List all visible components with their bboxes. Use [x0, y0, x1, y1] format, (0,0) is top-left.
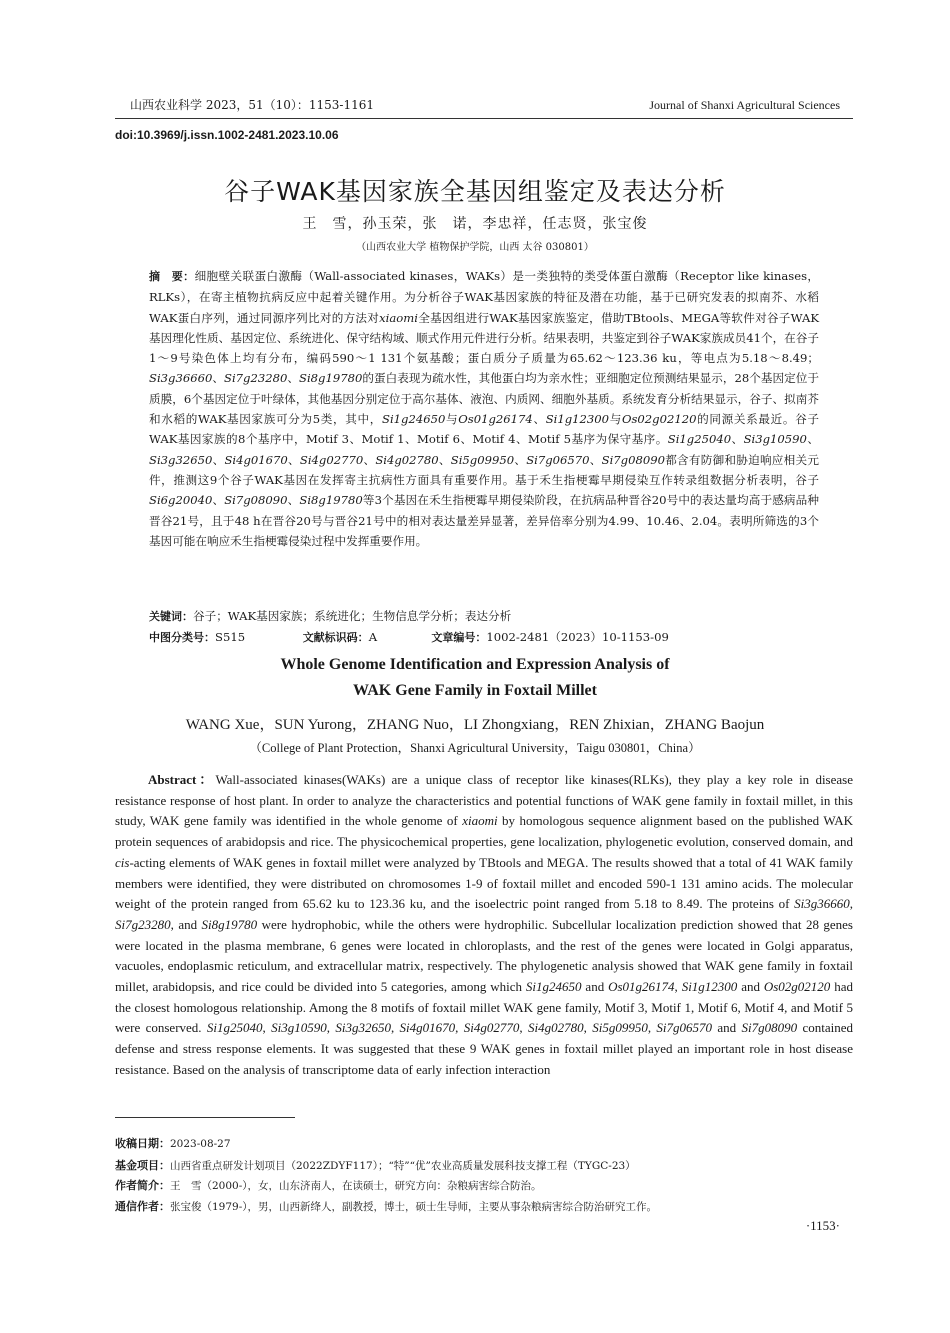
abstract-text: 的蛋白表现为疏水性，其他蛋白均为亲水性；亚细胞定位预测结果显示，28个基因定位于质膜，6个基因定位于叶绿体，其他基因分别定位于高尔基体、液泡、内质网、细胞外基质。系统发育分析结果显示，谷子、拟南芥和水稻的WAK基因家族可分为5类，其中，	[149, 371, 819, 427]
article-no-value: 1002-2481（2023）10-1153-09	[486, 630, 669, 644]
gene-name: Si4g01670	[399, 1020, 456, 1036]
abstract-text: and	[581, 979, 609, 995]
gene-name: xiaomi	[379, 310, 418, 325]
gene-name: Si7g08090	[741, 1020, 798, 1036]
abstract-text: 、	[438, 452, 451, 467]
abstract-text: 、	[212, 493, 225, 508]
abstract-text: ,	[455, 1020, 464, 1036]
classification-line	[149, 629, 849, 645]
abstract-text: 都含有防御和胁迫响应相关元件，推测这9个谷子WAK基因在发挥寄主抗病性方面具有重要作用。基于禾生指梗霉早期侵染互作转录组数据分析表明，谷子	[149, 452, 819, 487]
abstract-text: had the closest homologous relationship. Among the 8 motifs of foxtail millet WAK gene family, Motif 3, Motif 1, Motif 6, Motif 4, and Motif 5 were conserved.	[115, 979, 853, 1036]
gene-name: Si1g25040	[206, 1020, 263, 1036]
footnote-text: 山西省重点研发计划项目（2022ZDYF117）；“特”“优”农业高质量发展科技支撑工程（TYGC-23）	[170, 1160, 636, 1172]
abstract-cn-label: 摘 要：	[149, 270, 195, 283]
gene-name: xiaomi	[462, 813, 498, 829]
affiliation-cn: （山西农业大学 植物保护学院，山西 太谷 030801）	[356, 242, 594, 253]
gene-name: Si7g06570	[656, 1020, 713, 1036]
footnote-received	[115, 1135, 855, 1151]
page-number: ·1153·	[805, 1218, 840, 1233]
gene-name: Si7g08090	[601, 452, 665, 467]
doccode-label: 文献标识码：	[302, 631, 369, 644]
abstract-text: ,	[849, 896, 853, 912]
keywords-label: 关键词：	[149, 610, 193, 623]
abstract-text: 、	[287, 452, 300, 467]
abstract-text: 、	[212, 371, 225, 386]
gene-name: Si4g02770	[299, 452, 364, 467]
gene-name: Si4g01670	[224, 452, 288, 467]
footnote-label: 基金项目：	[115, 1159, 170, 1172]
article-no-label: 文章编号：	[431, 631, 487, 644]
gene-name: Si7g08090	[224, 493, 288, 508]
abstract-text: 与	[445, 412, 459, 427]
abstract-cn-body	[149, 269, 819, 548]
abstract-text: Wall-associated kinases(WAKs) are a unique class of receptor like kinases(RLKs), they play a key role in disease resistance response of host plant. In order to analyze the characteristics and potential functions of WAK gene family in foxtail millet, in this study, WAK gene family was identified in the whole genome of	[115, 772, 853, 829]
gene-name: Si4g02780	[375, 452, 439, 467]
footnote-label: 通信作者：	[115, 1200, 170, 1213]
footnote-label: 收稿日期：	[115, 1137, 170, 1150]
gene-name: Si1g12300	[545, 412, 610, 427]
running-header-journal: 山西农业科学 2023，51（10）：1153-1161	[130, 98, 375, 112]
abstract-text: -acting elements of WAK genes in foxtail millet were analyzed by TBtools and MEGA. The results showed that a total of 41 WAK family members were identified, they were distributed on chromosomes 1-9 of foxtail millet and encoded 590-1 131 amino acids. The molecular weight of the protein ranged from 65.62 ku to 123.36 ku, and the isoelectric point ranged from 5.18 to 8.49. The proteins of	[115, 854, 853, 912]
abstract-en-label: Abstract：	[148, 772, 216, 787]
abstract-text: ,	[262, 1020, 272, 1036]
abstract-text: and	[712, 1020, 742, 1036]
gene-name: Os02g02120	[763, 979, 831, 995]
gene-name: Si6g20040	[149, 493, 213, 508]
title-en-line1: Whole Genome Identification and Expression Analysis of	[280, 656, 670, 673]
authors-cn: 王 雪，孙玉荣，张 诺，李忠祥，任志贤，张宝俊	[302, 216, 648, 232]
gene-name: Si4g02780	[527, 1020, 584, 1036]
abstract-text: ,	[326, 1020, 336, 1036]
running-header-journal-en: Journal of Shanxi Agricultural Sciences	[649, 98, 840, 112]
footnote-corresponding	[115, 1198, 855, 1214]
abstract-text: by homologous sequence alignment based on the published WAK protein sequences of arabidopsis and rice. The physicochemical properties, gene localization, phylogenetic evolution, conserved domain, and	[115, 813, 853, 850]
abstract-text: 、	[212, 452, 225, 467]
page-title-cn: 谷子WAK基因家族全基因组鉴定及表达分析	[224, 177, 726, 206]
abstract-text: 、	[589, 452, 602, 467]
abstract-text: ,	[519, 1020, 528, 1036]
gene-name: Si7g23280	[115, 916, 171, 932]
abstract-text: were hydrophobic, while the others were hydrophilic. Subcellular localization prediction showed that 28 genes were located in the plasma membrane, 6 genes were located in chloroplasts, and the rest of the genes were located in Golgi apparatus, vacuoles, endoplasmic reticulum, and extracellular matrix, respectively. The phylogenetic analysis showed that WAK gene family in foxtail millet, arabidopsis, and rice could be divided into 5 categories, among which	[115, 916, 853, 995]
abstract-text: 、	[287, 371, 300, 386]
abstract-text: and	[737, 979, 764, 995]
abstract-text: 、	[514, 452, 527, 467]
gene-name: Si7g23280	[224, 371, 288, 386]
gene-name: Si7g06570	[526, 452, 590, 467]
gene-name: Si1g25040	[667, 432, 732, 447]
footnote-author	[115, 1177, 855, 1193]
affiliation-en: （College of Plant Protection，Shanxi Agricultural University，Taigu 030801，China）	[249, 741, 701, 755]
footnote-rule	[115, 1117, 295, 1118]
abstract-text: 、	[532, 412, 546, 427]
abstract-text: 、	[363, 452, 376, 467]
abstract-text: 、	[806, 432, 819, 447]
abstract-en-body	[115, 772, 853, 1077]
authors-en: WANG Xue，SUN Yurong，ZHANG Nuo，LI Zhongxiang，REN Zhixian，ZHANG Baojun	[185, 717, 765, 733]
gene-name: Si8g19780	[201, 916, 258, 932]
footnote-funding	[115, 1157, 855, 1173]
abstract-text: ,	[583, 1020, 593, 1036]
gene-name: Os02g02120	[621, 412, 697, 427]
gene-name: Si3g32650	[149, 452, 213, 467]
abstract-text: ,	[390, 1020, 400, 1036]
header-rule	[115, 118, 853, 119]
gene-name: Si3g36660	[794, 896, 850, 912]
abstract-text: 等3个基因在禾生指梗霉早期侵染阶段，在抗病品种晋谷20号中的表达量均高于感病品种晋谷21号，且于48 h在晋谷20号与晋谷21号中的相对表达量差异显著，差异倍率分别为4.99、10.46、2.04。表明所筛选的3个基因可能在响应禾生指梗霉侵染过程中发挥重要作用。	[149, 493, 819, 548]
abstract-text: , and	[170, 916, 202, 932]
doccode-value: A	[368, 630, 378, 644]
abstract-text: ,	[674, 979, 682, 995]
abstract-cn	[149, 266, 819, 551]
gene-name: Os01g26174	[458, 412, 533, 427]
gene-name: Si1g24650	[525, 979, 582, 995]
abstract-text: ,	[647, 1020, 657, 1036]
abstract-text: 与	[609, 412, 622, 427]
gene-name: Os01g26174	[608, 979, 675, 995]
footnote-label: 作者简介：	[115, 1179, 170, 1192]
abstract-text: 细胞壁关联蛋白激酶（Wall-associated kinases，WAKs）是一类独特的类受体蛋白激酶（Receptor like kinases，RLKs），在寄主植物抗病反应中起着关键作用。为分析谷子WAK基因家族的特征及潜在功能，基于已研究发表的拟南芥、水稻WAK蛋白序列，通过同源序列比对的方法对	[149, 269, 820, 325]
title-en-line2: WAK Gene Family in Foxtail Millet	[353, 682, 597, 699]
keywords-cn	[149, 608, 819, 624]
clc-value: S515	[215, 630, 246, 644]
gene-name: Si8g19780	[299, 493, 363, 508]
footnote-text: 2023-08-27	[170, 1138, 231, 1150]
gene-name: Si1g24650	[382, 412, 446, 427]
footnote-text: 张宝俊（1979-），男，山西新绛人，副教授，博士，硕士生导师，主要从事杂粮病害综合防治研究工作。	[170, 1201, 658, 1213]
gene-name: Si3g10590	[271, 1020, 327, 1036]
abstract-text: 、	[287, 493, 300, 508]
clc-label: 中图分类号：	[149, 631, 215, 644]
footnote-text: 王 雪（2000-），女，山东济南人，在读硕士，研究方向：杂粮病害综合防治。	[170, 1180, 542, 1192]
page-title-en	[0, 652, 950, 704]
abstract-text: 、	[731, 432, 744, 447]
gene-name: Si5g09950	[592, 1020, 648, 1036]
gene-name: Si5g09950	[450, 452, 515, 467]
gene-name: Si1g12300	[681, 979, 738, 995]
gene-name: Si3g10590	[743, 432, 807, 447]
abstract-text: contained defense and stress response elements. It was suggested that these 9 WAK genes in foxtail millet played an important role in host disease resistance. Based on the analysis of transcriptome data of early infection interaction	[115, 1020, 853, 1077]
gene-name: cis	[115, 854, 130, 870]
gene-name: Si4g02770	[463, 1020, 520, 1036]
abstract-text: 全基因组进行WAK基因家族鉴定，借助TBtools、MEGA等软件对谷子WAK基因理化性质、基因定位、系统进化、保守结构域、顺式作用元件进行分析。结果表明，共鉴定到谷子WAK家族成员41个，在谷子1～9号染色体上均有分布，编码590～1 131个氨基酸；蛋白质分子质量为65.62～123.36 ku，等电点为5.18～8.49；	[149, 310, 819, 366]
abstract-text: 的同源关系最近。谷子WAK基因家族的8个基序中，Motif 3、Motif 1、Motif 6、Motif 4、Motif 5基序为保守基序。	[149, 412, 819, 447]
keywords-text: 谷子；WAK基因家族；系统进化；生物信息学分析；表达分析	[193, 609, 512, 623]
doi[interactable]: doi:10.3969/j.issn.1002-2481.2023.10.06	[115, 128, 339, 142]
abstract-en	[115, 770, 853, 1081]
gene-name: Si3g32650	[335, 1020, 391, 1036]
gene-name: Si8g19780	[299, 371, 363, 386]
gene-name: Si3g36660	[149, 371, 213, 386]
